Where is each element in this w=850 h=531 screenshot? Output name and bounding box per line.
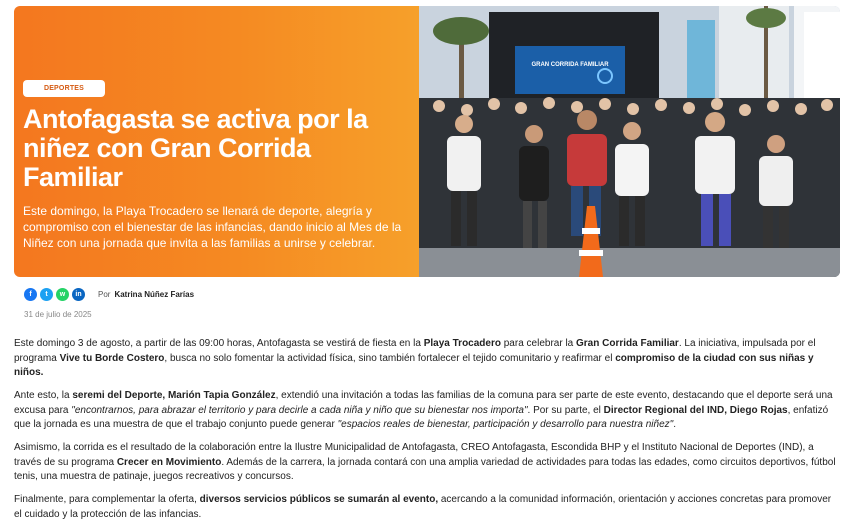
article-paragraph-3: Asimismo, la corrida es el resultado de la colaboración entre la Ilustre Municipalidad de Antofagasta, CREO Antofagasta, Escondida BHP y el Instituto Nacional de Deportes (IND), a través de su programa Crecer en Movimiento. Además de la carrera, la jornada contará con una amplia variedad de actividades para todas las edades, como circuitos deportivos, fútbol tenis, una muestra de patinaje, juegos recreativos y concursos. (14, 442, 836, 482)
article-lead: Este domingo, la Playa Trocadero se llenará de deporte, alegría y compromiso con el bienestar de las infancias, dando inicio al Mes de la Niñez con una jornada que invita a las familias a unirse y celebrar. (23, 204, 402, 250)
article-paragraph-1: Este domingo 3 de agosto, a partir de las 09:00 horas, Antofagasta se vestirá de fiesta en la Playa Trocadero para celebrar la Gran Corrida Familiar. La iniciativa, impulsada por el programa Vive tu Borde Costero, busca no solo fomentar la actividad física, sino también fortalecer el tejido comunitario y reafirmar el compromiso de la ciudad con sus niñas y niños. (14, 338, 816, 378)
publish-date: 31 de julio de 2025 (24, 310, 92, 319)
twitter-icon[interactable]: t (40, 288, 53, 301)
hero-banner (14, 6, 840, 277)
article-paragraph-4: Finalmente, para complementar la oferta, diversos servicios públicos se sumarán al evento, acercando a la comunidad información, orientación y acciones concretas para promover el cuidado y la protección de las infancias. (14, 494, 832, 520)
byline-prefix: Por (98, 289, 111, 299)
linkedin-icon[interactable]: in (72, 288, 85, 301)
article-body (14, 337, 840, 531)
byline (24, 287, 194, 301)
author-name[interactable]: Katrina Núñez Farías (114, 289, 195, 299)
facebook-icon[interactable]: f (24, 288, 37, 301)
article-title: Antofagasta se activa por la niñez con Gran Corrida Familiar (23, 104, 368, 192)
category-badge[interactable]: DEPORTES (23, 80, 105, 97)
hero-text-panel (14, 6, 419, 277)
article-paragraph-2: Ante esto, la seremi del Deporte, Marión Tapia González, extendió una invitación a todas las familias de la comuna para ser parte de este evento, destacando que el deporte será una excusa para "encontrarnos, para abrazar el territorio y para decirle a cada niña y niño que su bienestar nos importa". Por su parte, el Director Regional del IND, Diego Rojas, enfatizó que la jornada es una muestra de que el trabajo conjunto puede generar "espacios reales de bienestar, participación y desarrollo para nuestra niñez". (14, 390, 833, 430)
hero-photo (419, 6, 840, 277)
stage-banner-text: GRAN CORRIDA FAMILIAR (531, 62, 609, 68)
whatsapp-icon[interactable]: w (56, 288, 69, 301)
race-photo-illustration (419, 6, 840, 277)
